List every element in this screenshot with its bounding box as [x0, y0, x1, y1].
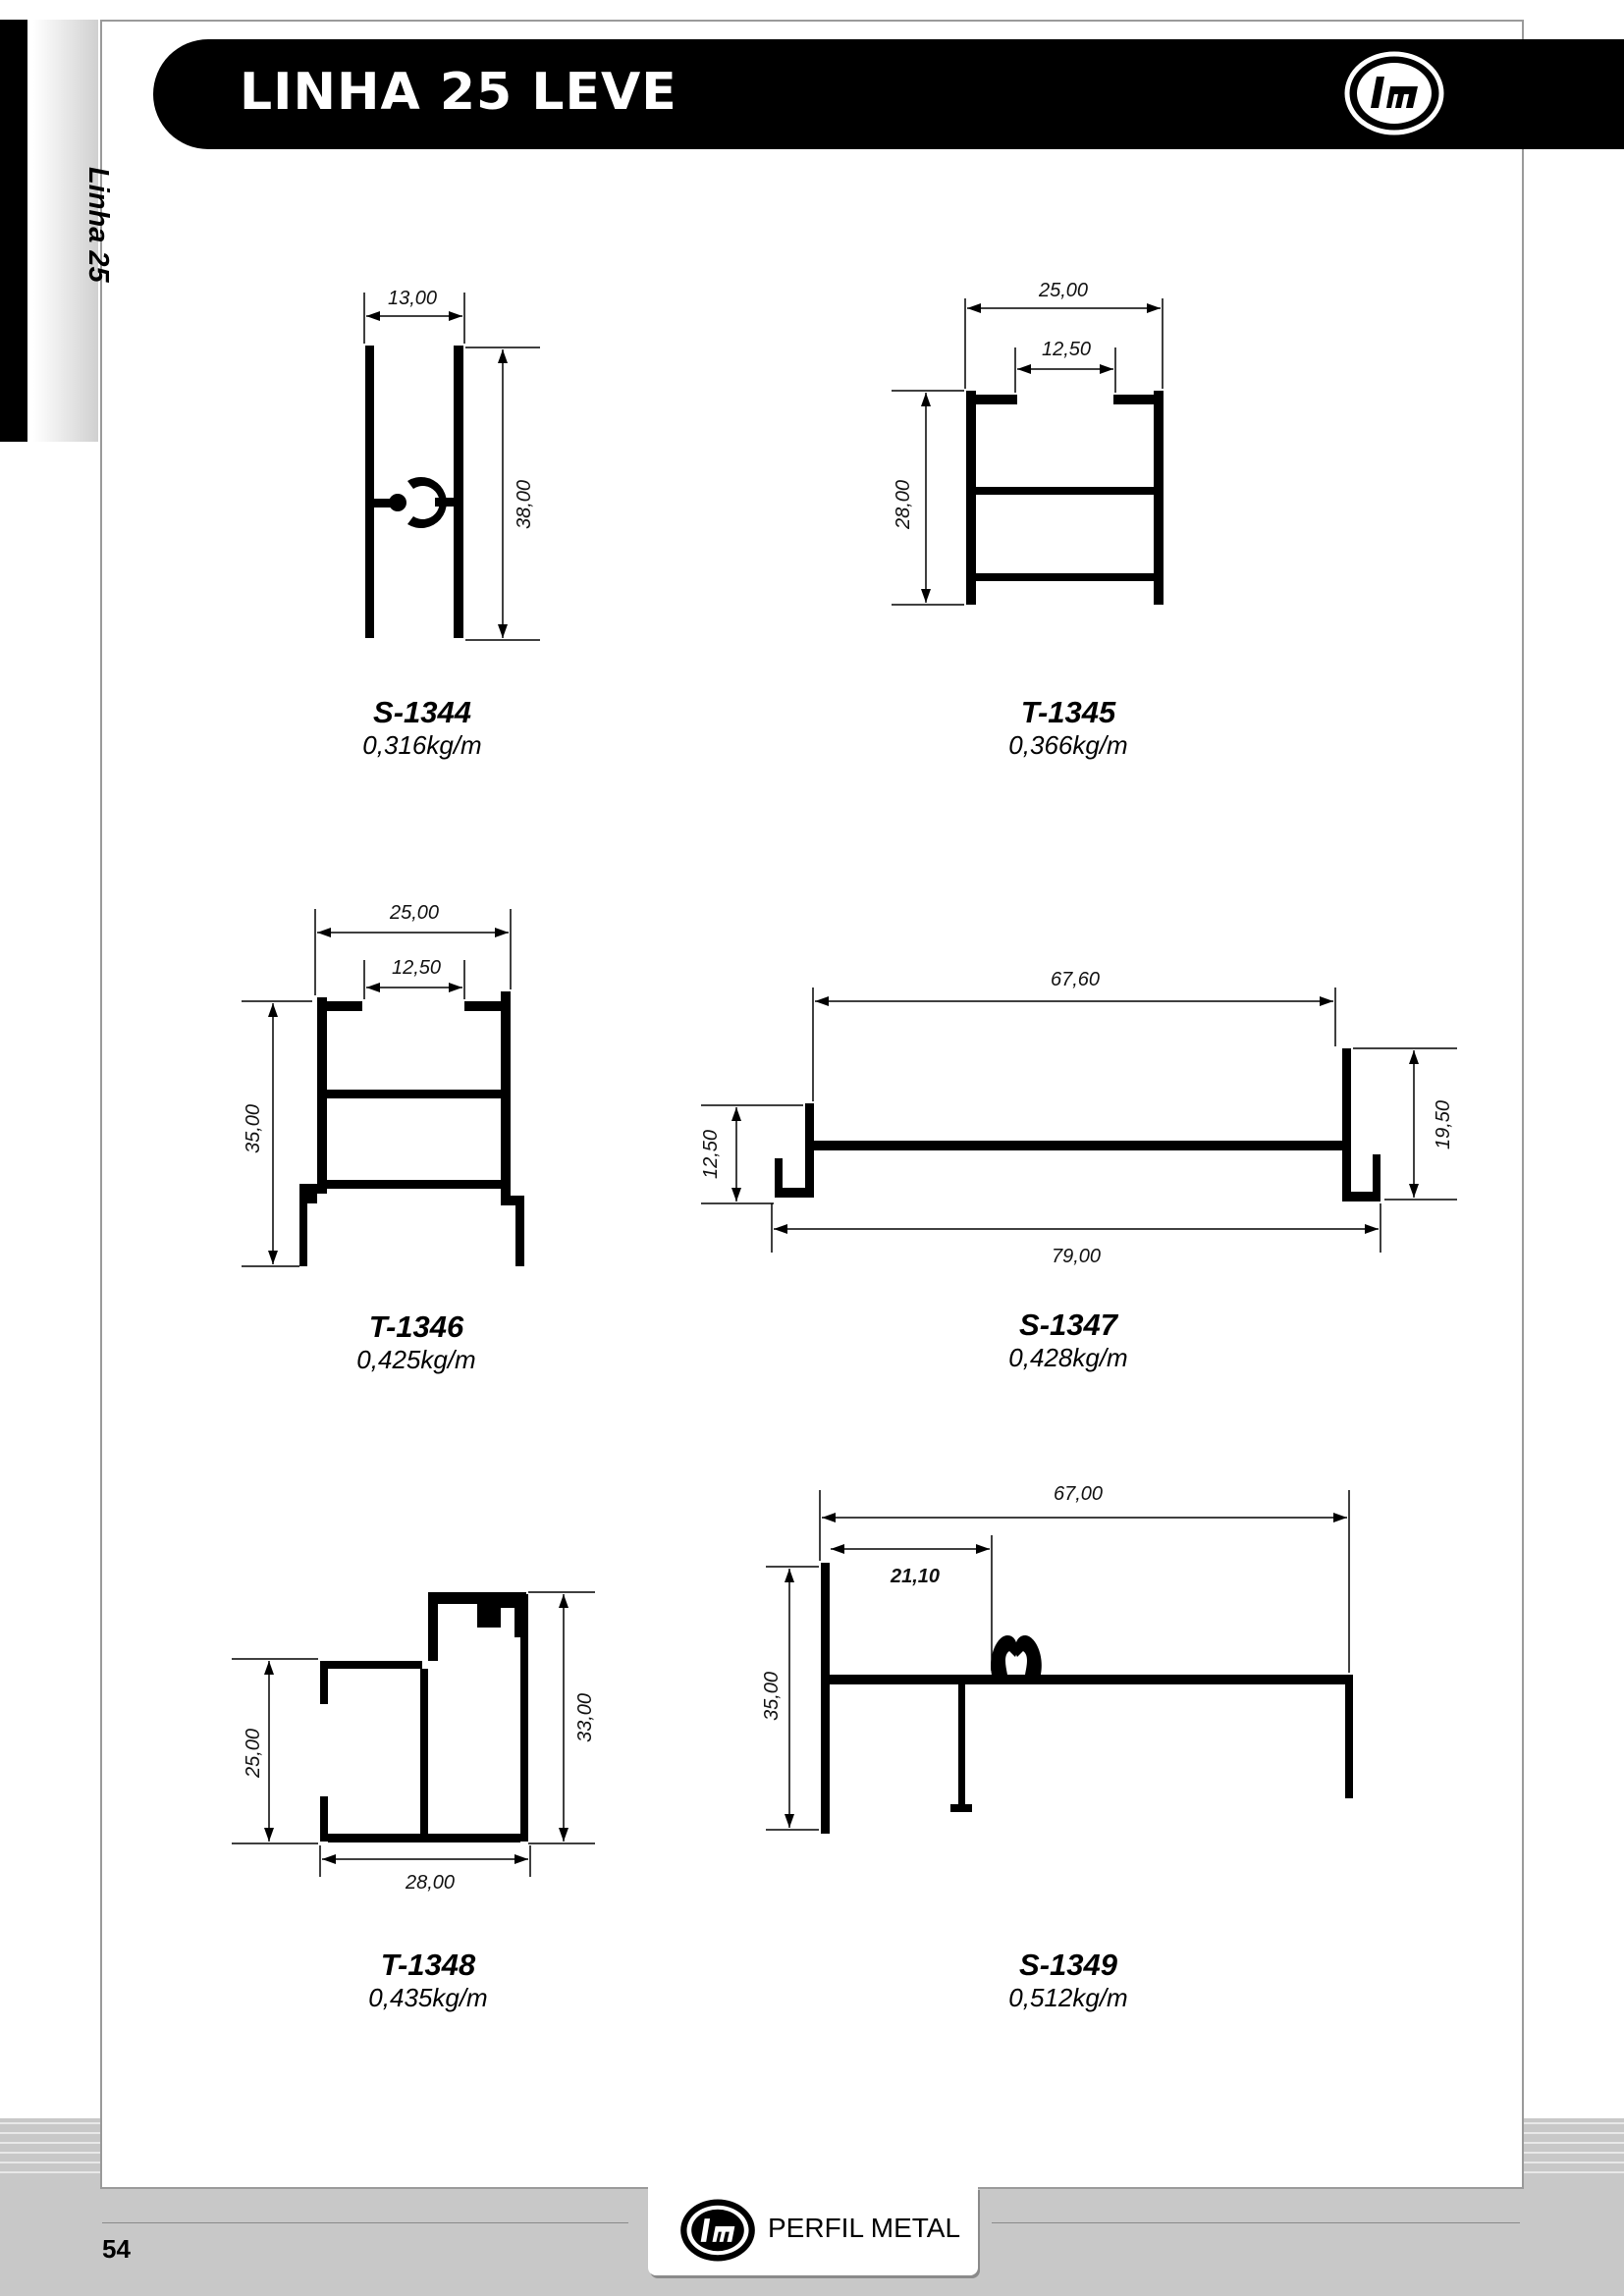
- dimension-label: 25,00: [243, 1728, 264, 1779]
- dimension-label: 28,00: [405, 1872, 456, 1894]
- footer-brand: PERFIL METAL: [768, 2213, 961, 2243]
- profile-code: S-1349: [1019, 1948, 1117, 1982]
- dimension-label: 28,00: [893, 479, 914, 530]
- profile-weight: 0,428kg/m: [1008, 1343, 1128, 1372]
- profile-weight: 0,316kg/m: [362, 730, 482, 760]
- profile-caption-t1345: [921, 695, 1216, 761]
- dimension-label: 12,50: [1041, 339, 1092, 360]
- profile-caption-t1346: [269, 1309, 564, 1375]
- profile-drawing-t1345: [966, 391, 1164, 605]
- profile-caption-s1349: [921, 1948, 1216, 2013]
- profile-code: S-1347: [1019, 1308, 1117, 1342]
- dimension-label: 67,00: [1053, 1483, 1104, 1505]
- dimension-label: 12,50: [391, 957, 442, 979]
- dimension-label: 25,00: [389, 902, 440, 924]
- page-number: 54: [102, 2234, 131, 2264]
- footer-rule: [992, 2222, 1520, 2223]
- profile-drawing-t1346: [299, 991, 524, 1266]
- profile-code: S-1344: [373, 695, 471, 729]
- profile-code: T-1348: [380, 1948, 476, 1982]
- profile-weight: 0,512kg/m: [1008, 1983, 1128, 2012]
- dimension-label: 38,00: [514, 479, 535, 530]
- profile-weight: 0,366kg/m: [1008, 730, 1128, 760]
- profile-code: T-1346: [368, 1309, 464, 1344]
- dimension-label: 35,00: [243, 1103, 264, 1154]
- dimension-label: 12,50: [700, 1129, 722, 1180]
- profile-weight: 0,435kg/m: [368, 1983, 488, 2012]
- dimension-label: 79,00: [1051, 1246, 1102, 1267]
- profile-drawing-s1344: [365, 346, 463, 638]
- dimension-label: 21,10: [890, 1566, 941, 1587]
- page-title: LINHA 25 LEVE: [240, 63, 677, 122]
- side-tab-label: Linha 25: [82, 167, 114, 283]
- profile-code: T-1345: [1020, 695, 1116, 729]
- profile-drawing-s1349: [821, 1563, 1353, 1834]
- profile-caption-t1348: [281, 1948, 575, 2013]
- profile-drawing-s1347: [775, 1048, 1380, 1201]
- dimension-label: 35,00: [761, 1671, 783, 1722]
- dimension-label: 33,00: [574, 1692, 596, 1743]
- dimension-label: 67,60: [1050, 969, 1101, 990]
- dimension-label: 13,00: [387, 288, 438, 309]
- perfil-metal-logo-icon: [677, 2195, 758, 2266]
- footer-rule: [102, 2222, 628, 2223]
- profile-caption-s1344: [275, 695, 569, 761]
- dimension-label: 19,50: [1433, 1099, 1454, 1150]
- profile-caption-s1347: [921, 1308, 1216, 1373]
- profile-weight: 0,425kg/m: [356, 1345, 476, 1374]
- dimension-label: 25,00: [1038, 280, 1089, 301]
- profile-drawing-t1348: [320, 1592, 528, 1842]
